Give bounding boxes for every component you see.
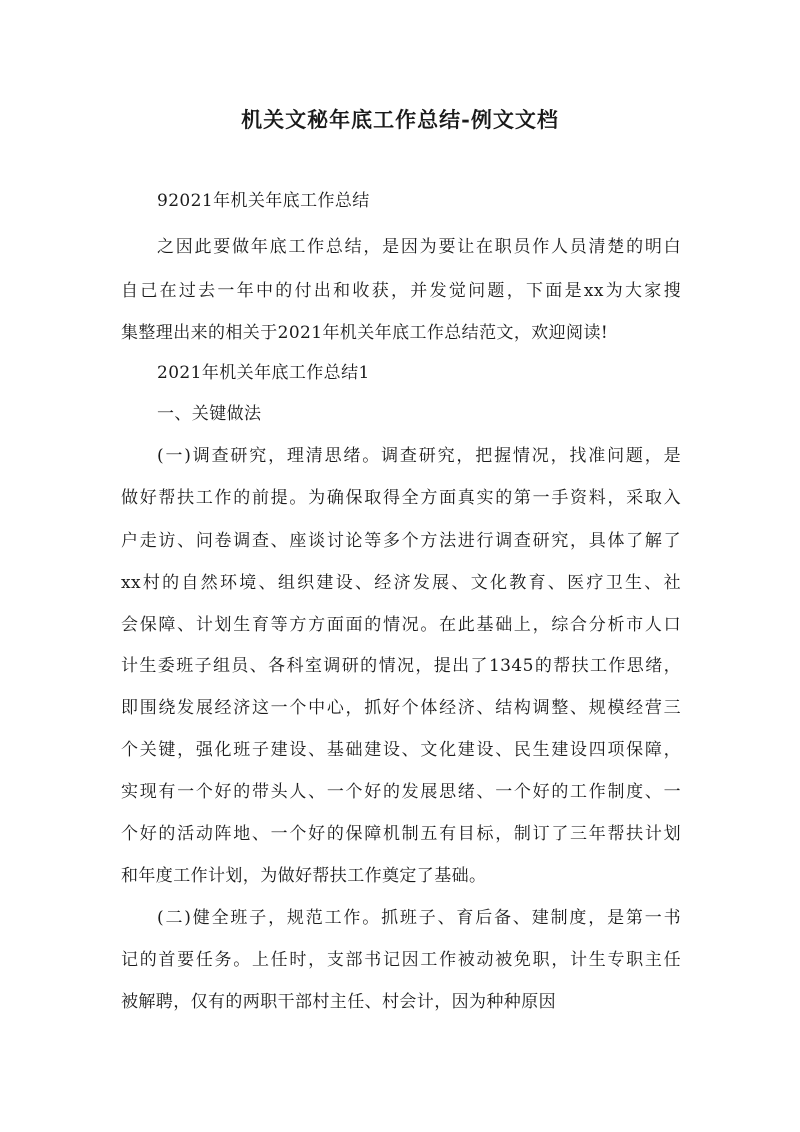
paragraph-line: 个好的活动阵地、一个好的保障机制五有目标，制订了三年帮扶计划 bbox=[121, 824, 681, 844]
paragraph-line: 做好帮扶工作的前提。为确保取得全方面真实的第一手资料，采取入 bbox=[121, 488, 681, 508]
section-heading: 一、关键做法 bbox=[157, 404, 262, 424]
document-title: 机关文秘年底工作总结-例文文档 bbox=[241, 107, 559, 132]
paragraph-line: 个关键，强化班子建设、基础建设、文化建设、民生建设四项保障， bbox=[121, 740, 681, 760]
paragraph-line: 记的首要任务。上任时，支部书记因工作被动被免职，计生专职主任 bbox=[121, 950, 681, 970]
paragraph-line: 即围绕发展经济这一个中心，抓好个体经济、结构调整、规模经营三 bbox=[121, 698, 681, 718]
section-heading: 2021年机关年底工作总结1 bbox=[157, 363, 370, 383]
paragraph-line: 集整理出来的相关于2021年机关年底工作总结范文，欢迎阅读! bbox=[121, 323, 609, 343]
paragraph-line: 户走访、问卷调查、座谈讨论等多个方法进行调查研究，具体了解了 bbox=[121, 531, 681, 551]
paragraph-line: (一)调查研究，理清思绪。调查研究，把握情况，找准问题，是 bbox=[157, 446, 681, 466]
paragraph-line: 被解聘，仅有的两职干部村主任、村会计，因为种种原因 bbox=[121, 992, 556, 1012]
paragraph-line: 计生委班子组员、各科室调研的情况，提出了1345的帮扶工作思绪， bbox=[121, 656, 681, 676]
paragraph-line: 和年度工作计划，为做好帮扶工作奠定了基础。 bbox=[121, 866, 487, 886]
section-heading: 92021年机关年底工作总结 bbox=[157, 191, 370, 211]
paragraph-line: (二)健全班子，规范工作。抓班子、育后备、建制度，是第一书 bbox=[157, 908, 681, 928]
paragraph-line: 自己在过去一年中的付出和收获，并发觉问题，下面是xx为大家搜 bbox=[121, 281, 681, 301]
paragraph-line: 会保障、计划生育等方方面面的情况。在此基础上，综合分析市人口 bbox=[121, 615, 681, 635]
paragraph-line: 实现有一个好的带头人、一个好的发展思绪、一个好的工作制度、一 bbox=[121, 782, 681, 802]
paragraph-line: xx村的自然环境、组织建设、经济发展、文化教育、医疗卫生、社 bbox=[121, 573, 681, 593]
paragraph-line: 之因此要做年底工作总结，是因为要让在职员作人员清楚的明白 bbox=[157, 237, 681, 257]
